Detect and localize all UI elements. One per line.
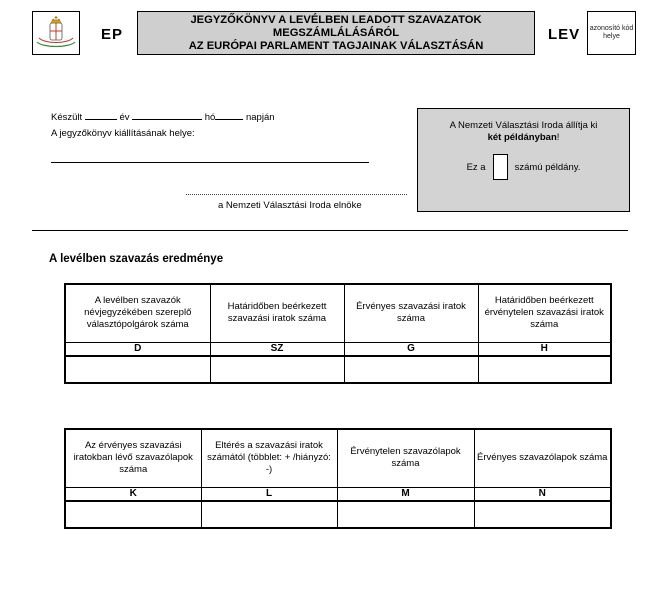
code-n: N [474, 487, 611, 501]
table-header-row [65, 429, 611, 487]
day-field[interactable] [215, 111, 243, 120]
id-code-label: azonosító kód helye [589, 25, 634, 40]
section-divider [32, 230, 628, 231]
value-l[interactable] [201, 501, 337, 528]
place-label: A jegyzőkönyv kiállításának helye: [51, 128, 195, 139]
code-l: L [201, 487, 337, 501]
copy-prefix: Ez a [466, 161, 486, 173]
header-d: A levélben szavazók névjegyzékében szereplő választópolgárok száma [65, 284, 210, 342]
value-d[interactable] [65, 356, 210, 383]
results-table-1 [64, 283, 612, 384]
title-line-1: JEGYZŐKÖNYV A LEVÉLBEN LEADOTT SZAVAZATOK [190, 13, 482, 26]
place-field[interactable] [51, 162, 369, 163]
copy-suffix: számú példány. [514, 161, 581, 173]
nvi-line-1: A Nemzeti Választási Iroda állítja ki [449, 120, 598, 131]
day-label: napján [245, 112, 275, 123]
table-value-row [65, 501, 611, 528]
value-k[interactable] [65, 501, 201, 528]
value-n[interactable] [474, 501, 611, 528]
copy-number-row [418, 154, 629, 180]
year-field[interactable] [85, 111, 117, 120]
header-n: Érvényes szavazólapok száma [474, 429, 611, 487]
section-title: A levélben szavazás eredménye [49, 253, 224, 265]
header-sz: Határidőben beérkezett szavazási iratok száma [210, 284, 344, 342]
value-g[interactable] [344, 356, 478, 383]
table-header-row [65, 284, 611, 342]
header-l: Eltérés a szavazási iratok számától (többlet: + /hiányzó: -) [201, 429, 337, 487]
table-code-row [65, 342, 611, 356]
value-m[interactable] [337, 501, 474, 528]
code-sz: SZ [210, 342, 344, 356]
value-h[interactable] [478, 356, 611, 383]
month-field[interactable] [132, 111, 202, 120]
code-h: H [478, 342, 611, 356]
signature-line[interactable] [186, 194, 407, 195]
table-value-row [65, 356, 611, 383]
id-code-box [587, 11, 636, 55]
header-g: Érvényes szavazási iratok száma [344, 284, 478, 342]
header-k: Az érvényes szavazási iratokban lévő szavazólapok száma [65, 429, 201, 487]
coat-of-arms-logo [32, 11, 80, 55]
nvi-issue-box [417, 108, 630, 212]
header-h: Határidőben beérkezett érvénytelen szavazási iratok száma [478, 284, 611, 342]
header-m: Érvénytelen szavazólapok száma [337, 429, 474, 487]
lev-code: LEV [548, 26, 581, 43]
code-g: G [344, 342, 478, 356]
value-sz[interactable] [210, 356, 344, 383]
title-line-3: AZ EURÓPAI PARLAMENT TAGJAINAK VÁLASZTÁSÁN [188, 39, 484, 52]
code-m: M [337, 487, 474, 501]
copies-tail: ! [556, 132, 560, 143]
code-k: K [65, 487, 201, 501]
nvi-line-2 [418, 132, 629, 143]
table-code-row [65, 487, 611, 501]
copy-number-field[interactable] [493, 154, 508, 180]
signature-label: a Nemzeti Választási Iroda elnöke [218, 200, 362, 211]
copies-bold: két példányban [487, 132, 557, 143]
code-d: D [65, 342, 210, 356]
title-line-2: MEGSZÁMLÁLÁSÁRÓL [272, 26, 400, 39]
ep-code: EP [101, 26, 124, 43]
document-title [137, 11, 535, 55]
month-label: hó [204, 112, 216, 123]
prepared-prefix: Készült [51, 112, 83, 123]
year-label: év [119, 112, 130, 123]
results-table-2 [64, 428, 612, 529]
coat-of-arms-icon [33, 12, 79, 54]
prepared-date-line [51, 111, 275, 123]
